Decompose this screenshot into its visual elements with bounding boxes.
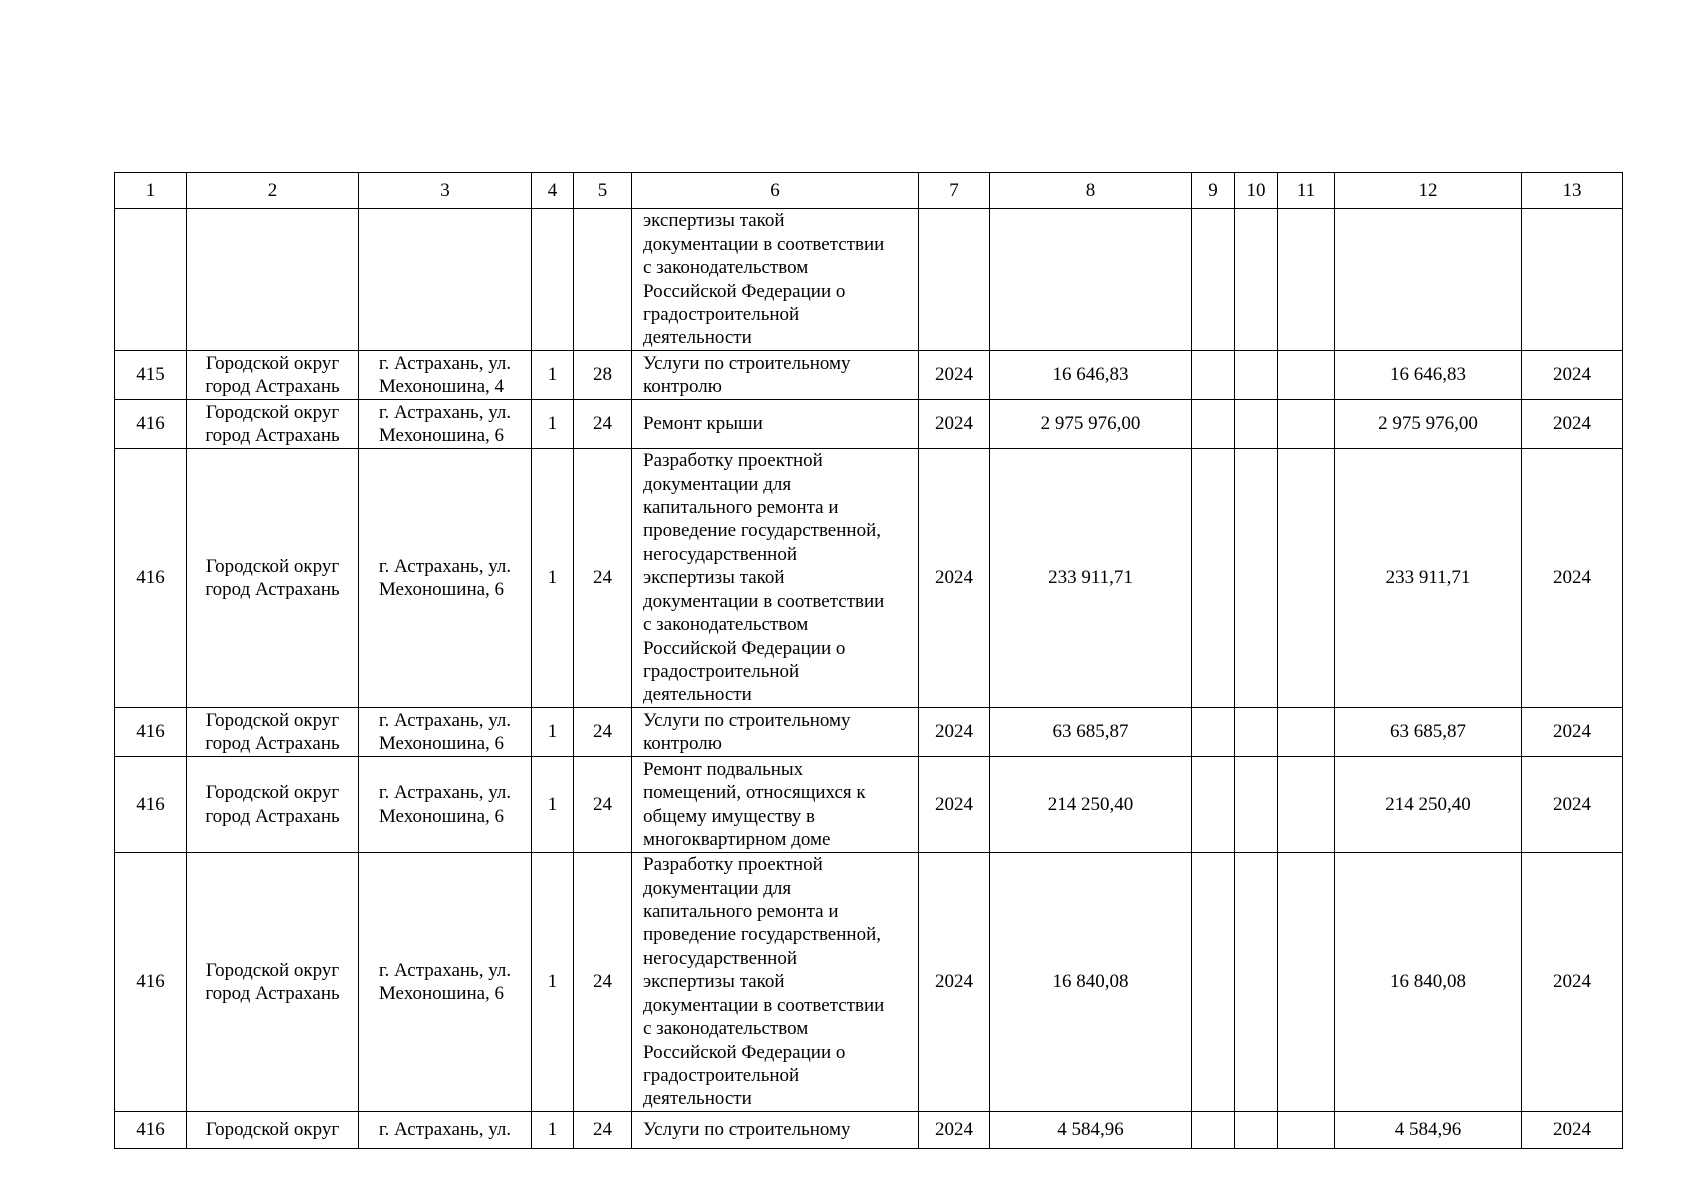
cell-address-text: г. Астрахань, ул. Мехоношина, 6 <box>378 959 512 1004</box>
cell-work-type-text: Разработку проектной документации для капитального ремонта и проведение государственной, негосударственной экспертизы такой документации в соответствии с законодательством Российской Федерации о градостроительной деятельности <box>643 854 885 1110</box>
cell-col13-year <box>1522 757 1623 853</box>
cell-year <box>919 708 990 757</box>
cell-col4 <box>532 209 574 351</box>
cell-municipality-text: Городской округ <box>205 1119 340 1141</box>
cell-col11 <box>1278 449 1335 708</box>
cell-col12-amount-text: 16 646,83 <box>1390 364 1466 386</box>
cell-municipality-text: Городской округ город Астрахань <box>205 959 340 1004</box>
cell-col13-year <box>1522 708 1623 757</box>
cell-number-text: 416 <box>136 1119 165 1141</box>
cell-col13-year <box>1522 351 1623 400</box>
cell-address <box>359 449 532 708</box>
header-cell: 3 <box>359 173 532 209</box>
cell-col5 <box>574 853 632 1112</box>
cell-work-type <box>632 400 919 449</box>
cell-col12-amount-text: 2 975 976,00 <box>1378 413 1478 435</box>
cell-col11 <box>1278 1112 1335 1149</box>
cell-col9 <box>1192 708 1235 757</box>
cell-col12-amount <box>1335 400 1522 449</box>
cell-col4 <box>532 351 574 400</box>
table-row <box>115 400 1623 449</box>
cell-number <box>115 449 187 708</box>
cell-cost-text: 16 840,08 <box>1052 971 1129 993</box>
cell-number <box>115 757 187 853</box>
cell-number <box>115 351 187 400</box>
cell-municipality <box>187 1112 359 1149</box>
cell-col10 <box>1235 853 1278 1112</box>
cell-cost-text: 4 584,96 <box>1057 1119 1124 1141</box>
cell-col11 <box>1278 209 1335 351</box>
cell-col13-year-text: 2024 <box>1553 413 1591 435</box>
cell-address <box>359 209 532 351</box>
cell-col13-year <box>1522 853 1623 1112</box>
header-cell: 6 <box>632 173 919 209</box>
cell-work-type <box>632 708 919 757</box>
header-cell: 12 <box>1335 173 1522 209</box>
cell-work-type <box>632 757 919 853</box>
cell-number-text: 416 <box>136 721 165 743</box>
cell-year-text: 2024 <box>935 364 973 386</box>
cell-address-text: г. Астрахань, ул. Мехоношина, 6 <box>378 782 512 827</box>
cell-municipality <box>187 708 359 757</box>
cell-year <box>919 757 990 853</box>
cell-col12-amount-text: 214 250,40 <box>1385 793 1471 815</box>
cell-address-text: г. Астрахань, ул. Мехоношина, 4 <box>378 352 512 397</box>
cell-col13-year-text: 2024 <box>1553 721 1591 743</box>
cell-number-text: 415 <box>136 364 165 386</box>
cell-address <box>359 400 532 449</box>
cell-col4 <box>532 853 574 1112</box>
cell-col10 <box>1235 757 1278 853</box>
cell-col4 <box>532 449 574 708</box>
cell-municipality <box>187 853 359 1112</box>
cell-col4 <box>532 1112 574 1149</box>
cell-municipality-text: Городской округ город Астрахань <box>205 401 340 446</box>
cell-col12-amount-text: 4 584,96 <box>1394 1119 1462 1141</box>
cell-year <box>919 853 990 1112</box>
cell-cost-text: 214 250,40 <box>1047 793 1134 815</box>
cell-work-type <box>632 449 919 708</box>
cell-col5 <box>574 1112 632 1149</box>
cell-year-text: 2024 <box>935 567 973 589</box>
header-cell: 13 <box>1522 173 1623 209</box>
cell-work-type <box>632 1112 919 1149</box>
cell-col11 <box>1278 853 1335 1112</box>
works-table <box>114 172 1623 1149</box>
cell-col5-text: 24 <box>593 567 612 589</box>
cell-year <box>919 209 990 351</box>
cell-col9 <box>1192 400 1235 449</box>
cell-year-text: 2024 <box>935 793 973 815</box>
header-cell: 7 <box>919 173 990 209</box>
cell-number <box>115 1112 187 1149</box>
cell-address <box>359 708 532 757</box>
cell-col12-amount <box>1335 757 1522 853</box>
cell-col5 <box>574 209 632 351</box>
table-row <box>115 757 1623 853</box>
cell-col13-year <box>1522 209 1623 351</box>
cell-col5-text: 24 <box>593 413 612 435</box>
cell-work-type-text: Разработку проектной документации для капитального ремонта и проведение государственной, негосударственной экспертизы такой документации в соответствии с законодательством Российской Федерации о градостроительной деятельности <box>643 450 885 706</box>
cell-work-type-text: Ремонт крыши <box>643 413 763 435</box>
header-cell: 4 <box>532 173 574 209</box>
cell-col10 <box>1235 708 1278 757</box>
cell-municipality <box>187 400 359 449</box>
table-row <box>115 853 1623 1112</box>
cell-work-type <box>632 209 919 351</box>
cell-col10 <box>1235 400 1278 449</box>
cell-address-text: г. Астрахань, ул. <box>378 1119 512 1141</box>
cell-address <box>359 853 532 1112</box>
header-cell: 11 <box>1278 173 1335 209</box>
cell-year-text: 2024 <box>935 413 973 435</box>
cell-col13-year <box>1522 400 1623 449</box>
header-cell: 1 <box>115 173 187 209</box>
cell-year <box>919 351 990 400</box>
cell-work-type-text: Услуги по строительному контролю <box>643 352 851 397</box>
cell-municipality-text: Городской округ город Астрахань <box>205 352 340 397</box>
cell-work-type-text: Услуги по строительному контролю <box>643 709 851 754</box>
cell-address <box>359 1112 532 1149</box>
cell-year <box>919 400 990 449</box>
cell-address-text: г. Астрахань, ул. Мехоношина, 6 <box>378 555 512 600</box>
cell-col10 <box>1235 449 1278 708</box>
cell-col12-amount <box>1335 1112 1522 1149</box>
cell-municipality <box>187 757 359 853</box>
cell-municipality <box>187 351 359 400</box>
cell-year-text: 2024 <box>935 721 973 743</box>
table-row <box>115 209 1623 351</box>
cell-col9 <box>1192 351 1235 400</box>
cell-col4 <box>532 400 574 449</box>
cell-address-text: г. Астрахань, ул. Мехоношина, 6 <box>378 709 512 754</box>
cell-municipality-text: Городской округ город Астрахань <box>205 782 340 827</box>
cell-cost <box>990 1112 1192 1149</box>
cell-col13-year-text: 2024 <box>1553 793 1591 815</box>
cell-cost-text: 233 911,71 <box>1048 567 1133 589</box>
table-row <box>115 449 1623 708</box>
cell-number <box>115 209 187 351</box>
cell-col5 <box>574 708 632 757</box>
cell-cost <box>990 708 1192 757</box>
cell-address <box>359 757 532 853</box>
cell-number <box>115 708 187 757</box>
cell-cost-text: 16 646,83 <box>1052 364 1129 386</box>
cell-col12-amount-text: 16 840,08 <box>1390 971 1466 993</box>
cell-number-text: 416 <box>136 793 165 815</box>
table-row <box>115 1112 1623 1149</box>
cell-col10 <box>1235 351 1278 400</box>
cell-cost <box>990 400 1192 449</box>
cell-col13-year <box>1522 449 1623 708</box>
cell-cost <box>990 351 1192 400</box>
cell-col9 <box>1192 1112 1235 1149</box>
header-cell: 2 <box>187 173 359 209</box>
cell-col9 <box>1192 449 1235 708</box>
cell-municipality <box>187 449 359 708</box>
table-row <box>115 351 1623 400</box>
cell-number <box>115 853 187 1112</box>
cell-cost-text: 2 975 976,00 <box>1040 413 1141 435</box>
cell-work-type-text: Ремонт подвальных помещений, относящихся к общему имуществу в многоквартирном доме <box>643 758 866 850</box>
cell-col4 <box>532 708 574 757</box>
cell-col5-text: 24 <box>593 971 612 993</box>
cell-cost <box>990 853 1192 1112</box>
cell-municipality-text: Городской округ город Астрахань <box>205 555 340 600</box>
cell-col11 <box>1278 400 1335 449</box>
cell-municipality-text: Городской округ город Астрахань <box>205 709 340 754</box>
cell-col5-text: 24 <box>593 793 612 815</box>
cell-col12-amount <box>1335 209 1522 351</box>
cell-col11 <box>1278 708 1335 757</box>
header-cell: 10 <box>1235 173 1278 209</box>
cell-col12-amount-text: 63 685,87 <box>1390 721 1466 743</box>
cell-col13-year-text: 2024 <box>1553 971 1591 993</box>
cell-col5-text: 24 <box>593 1119 612 1141</box>
cell-col5 <box>574 400 632 449</box>
cell-col4-text: 1 <box>547 1119 558 1141</box>
cell-municipality <box>187 209 359 351</box>
cell-col12-amount <box>1335 351 1522 400</box>
cell-col5-text: 24 <box>593 721 612 743</box>
cell-col9 <box>1192 757 1235 853</box>
cell-cost <box>990 757 1192 853</box>
cell-col4-text: 1 <box>547 971 558 993</box>
cell-col13-year-text: 2024 <box>1553 364 1591 386</box>
header-cell: 8 <box>990 173 1192 209</box>
cell-cost <box>990 449 1192 708</box>
cell-number <box>115 400 187 449</box>
cell-col13-year-text: 2024 <box>1553 1119 1591 1141</box>
cell-col13-year-text: 2024 <box>1553 567 1591 589</box>
cell-year <box>919 1112 990 1149</box>
cell-col11 <box>1278 351 1335 400</box>
cell-year-text: 2024 <box>935 971 973 993</box>
header-cell: 9 <box>1192 173 1235 209</box>
cell-address <box>359 351 532 400</box>
cell-year <box>919 449 990 708</box>
table-row <box>115 708 1623 757</box>
cell-work-type <box>632 853 919 1112</box>
cell-col4-text: 1 <box>547 413 558 435</box>
cell-col4-text: 1 <box>547 567 558 589</box>
cell-col13-year <box>1522 1112 1623 1149</box>
cell-col12-amount <box>1335 853 1522 1112</box>
cell-col10 <box>1235 209 1278 351</box>
cell-number-text: 416 <box>136 971 165 993</box>
cell-col5 <box>574 757 632 853</box>
cell-col12-amount <box>1335 449 1522 708</box>
cell-col9 <box>1192 209 1235 351</box>
cell-work-type-text: Услуги по строительному <box>643 1119 851 1141</box>
cell-col4-text: 1 <box>547 364 558 386</box>
cell-cost-text: 63 685,87 <box>1052 721 1129 743</box>
cell-col4-text: 1 <box>547 721 558 743</box>
cell-col12-amount-text: 233 911,71 <box>1385 567 1471 589</box>
cell-col5-text: 28 <box>593 364 612 386</box>
cell-year-text: 2024 <box>935 1119 973 1141</box>
cell-col4-text: 1 <box>547 793 558 815</box>
header-cell: 5 <box>574 173 632 209</box>
cell-work-type-text: экспертизы такой документации в соответствии с законодательством Российской Федерации о градостроительной деятельности <box>643 210 885 349</box>
cell-col4 <box>532 757 574 853</box>
cell-address-text: г. Астрахань, ул. Мехоношина, 6 <box>378 401 512 446</box>
cell-number-text: 416 <box>136 567 165 589</box>
cell-col12-amount <box>1335 708 1522 757</box>
cell-number-text: 416 <box>136 413 165 435</box>
cell-col5 <box>574 351 632 400</box>
cell-cost <box>990 209 1192 351</box>
cell-col5 <box>574 449 632 708</box>
cell-col11 <box>1278 757 1335 853</box>
cell-work-type <box>632 351 919 400</box>
table-header-row <box>115 173 1623 209</box>
cell-col9 <box>1192 853 1235 1112</box>
cell-col10 <box>1235 1112 1278 1149</box>
